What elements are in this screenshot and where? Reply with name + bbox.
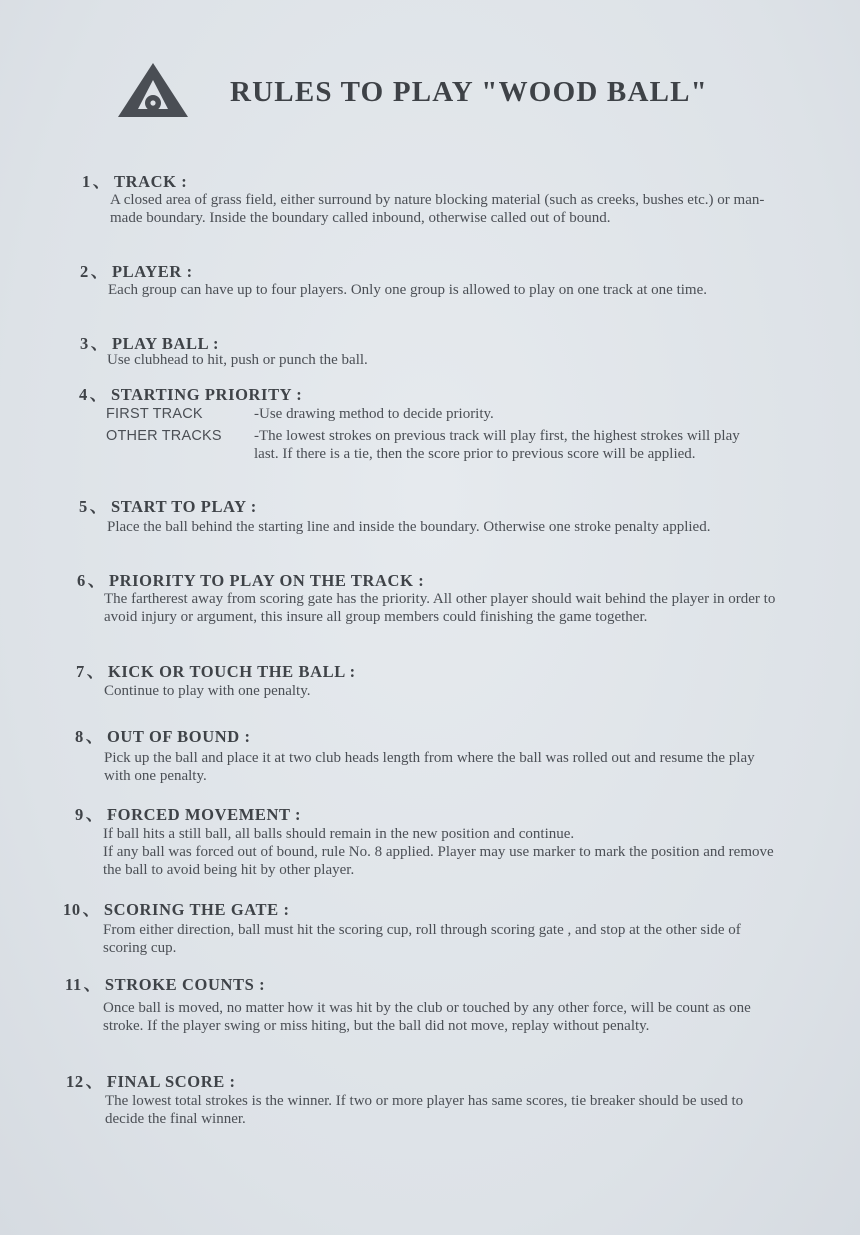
rule-body [105,1092,785,1128]
rule-heading [75,723,251,747]
rule-text: Each group can have up to four players. Only one group is allowed to play on one track at one time. [108,282,707,298]
rule-text: Place the ball behind the starting line and inside the boundary. Otherwise one stroke penalty applied. [107,519,711,535]
row-label: FIRST TRACK [106,406,203,422]
rule-text: Use clubhead to hit, push or punch the ball. [107,352,368,368]
rule-body [103,921,783,957]
rule-body [107,518,787,536]
rule-text: The fartherest away from scoring gate has the priority. All other player should wait behind the player in order to avoid injury or argument, this insure all group members could finishing the game together. [104,591,776,625]
rule-title: STROKE COUNTS : [104,975,266,994]
rule-body [104,682,784,700]
rule-text: The lowest total strokes is the winner. If two or more player has same scores, tie breaker should be used to decide the final winner. [105,1093,744,1127]
separator: 、 [85,805,103,824]
rule-body [107,351,787,369]
rule-body [103,999,783,1035]
rule-heading [77,567,424,591]
rule-number: 2 [80,262,89,281]
rule-body [104,749,784,785]
rule-title: KICK OR TOUCH THE BALL : [107,662,356,681]
rule-text: Once ball is moved, no matter how it was hit by the club or touched by any other force, will be count as one stroke. If the player swing or miss hiting, but the ball did not move, replay without penalty. [103,1000,751,1034]
separator: 、 [89,497,107,516]
rule-number: 8 [75,727,84,746]
separator: 、 [85,1072,103,1091]
rule-number: 7 [76,662,85,681]
rule-heading [75,801,301,825]
separator: 、 [87,571,105,590]
rule-title: FORCED MOVEMENT : [106,805,302,824]
separator: 、 [92,172,110,191]
rule-number: 6 [77,571,86,590]
separator: 、 [82,900,100,919]
rule-body [108,281,788,299]
rule-heading [76,658,356,682]
separator: 、 [85,727,103,746]
rule-number: 12 [66,1072,84,1091]
rule-number: 3 [80,334,89,353]
rule-title: OUT OF BOUND : [106,727,251,746]
rule-text: If any ball was forced out of bound, rule No. 8 applied. Player may use marker to mark the position and remove the ball to avoid being hit by other player. [103,844,774,878]
separator: 、 [89,385,107,404]
page-title: RULES TO PLAY "WOOD BALL" [230,76,708,108]
rule-body [104,590,784,626]
rule-body [103,825,783,879]
rule-number: 5 [79,497,88,516]
row-text: -Use drawing method to decide priority. [254,406,494,422]
separator: 、 [90,262,108,281]
woodball-triangle-logo-icon [116,60,190,120]
rule-number: 1 [82,172,91,191]
rule-title: PLAYER : [111,262,193,281]
rule-text: If ball hits a still ball, all balls should remain in the new position and continue. [103,826,575,842]
row-text: -The lowest strokes on previous track will play first, the highest strokes will play last. If there is a tie, then the score prior to previous score will be applied. [254,428,740,462]
rule-title: START TO PLAY : [110,497,257,516]
rule-title: STARTING PRIORITY : [110,385,303,404]
separator: 、 [83,975,101,994]
priority-row-other-tracks [106,427,766,463]
rule-number: 4 [79,385,88,404]
rule-heading [80,258,193,282]
rule-title: FINAL SCORE : [106,1072,236,1091]
rule-heading [66,1068,236,1092]
rule-text: Continue to play with one penalty. [104,683,311,699]
rule-heading [63,896,290,920]
rule-body [110,191,790,227]
row-label: OTHER TRACKS [106,428,222,444]
document-header [116,60,816,124]
rule-text: Pick up the ball and place it at two club heads length from where the ball was rolled out and resume the play with one penalty. [104,750,755,784]
rule-number: 11 [65,975,82,994]
rule-number: 10 [63,900,81,919]
rule-title: TRACK : [113,172,188,191]
rule-number: 9 [75,805,84,824]
rule-heading [79,493,257,517]
rule-title: SCORING THE GATE : [103,900,290,919]
rule-heading [82,168,187,192]
rule-heading [65,971,265,995]
separator: 、 [90,334,108,353]
separator: 、 [86,662,104,681]
rule-text: A closed area of grass field, either surround by nature blocking material (such as creeks, bushes etc.) or man-made boundary. Inside the boundary called inbound, otherwise called out of bound. [110,192,765,226]
rule-text: From either direction, ball must hit the scoring cup, roll through scoring gate , and stop at the other side of scoring cup. [103,922,741,956]
rule-body [106,403,766,463]
rule-title: PRIORITY TO PLAY ON THE TRACK : [108,571,425,590]
priority-row-first-track [106,405,766,423]
rule-heading [79,381,302,405]
rule-title: PLAY BALL : [111,334,220,353]
